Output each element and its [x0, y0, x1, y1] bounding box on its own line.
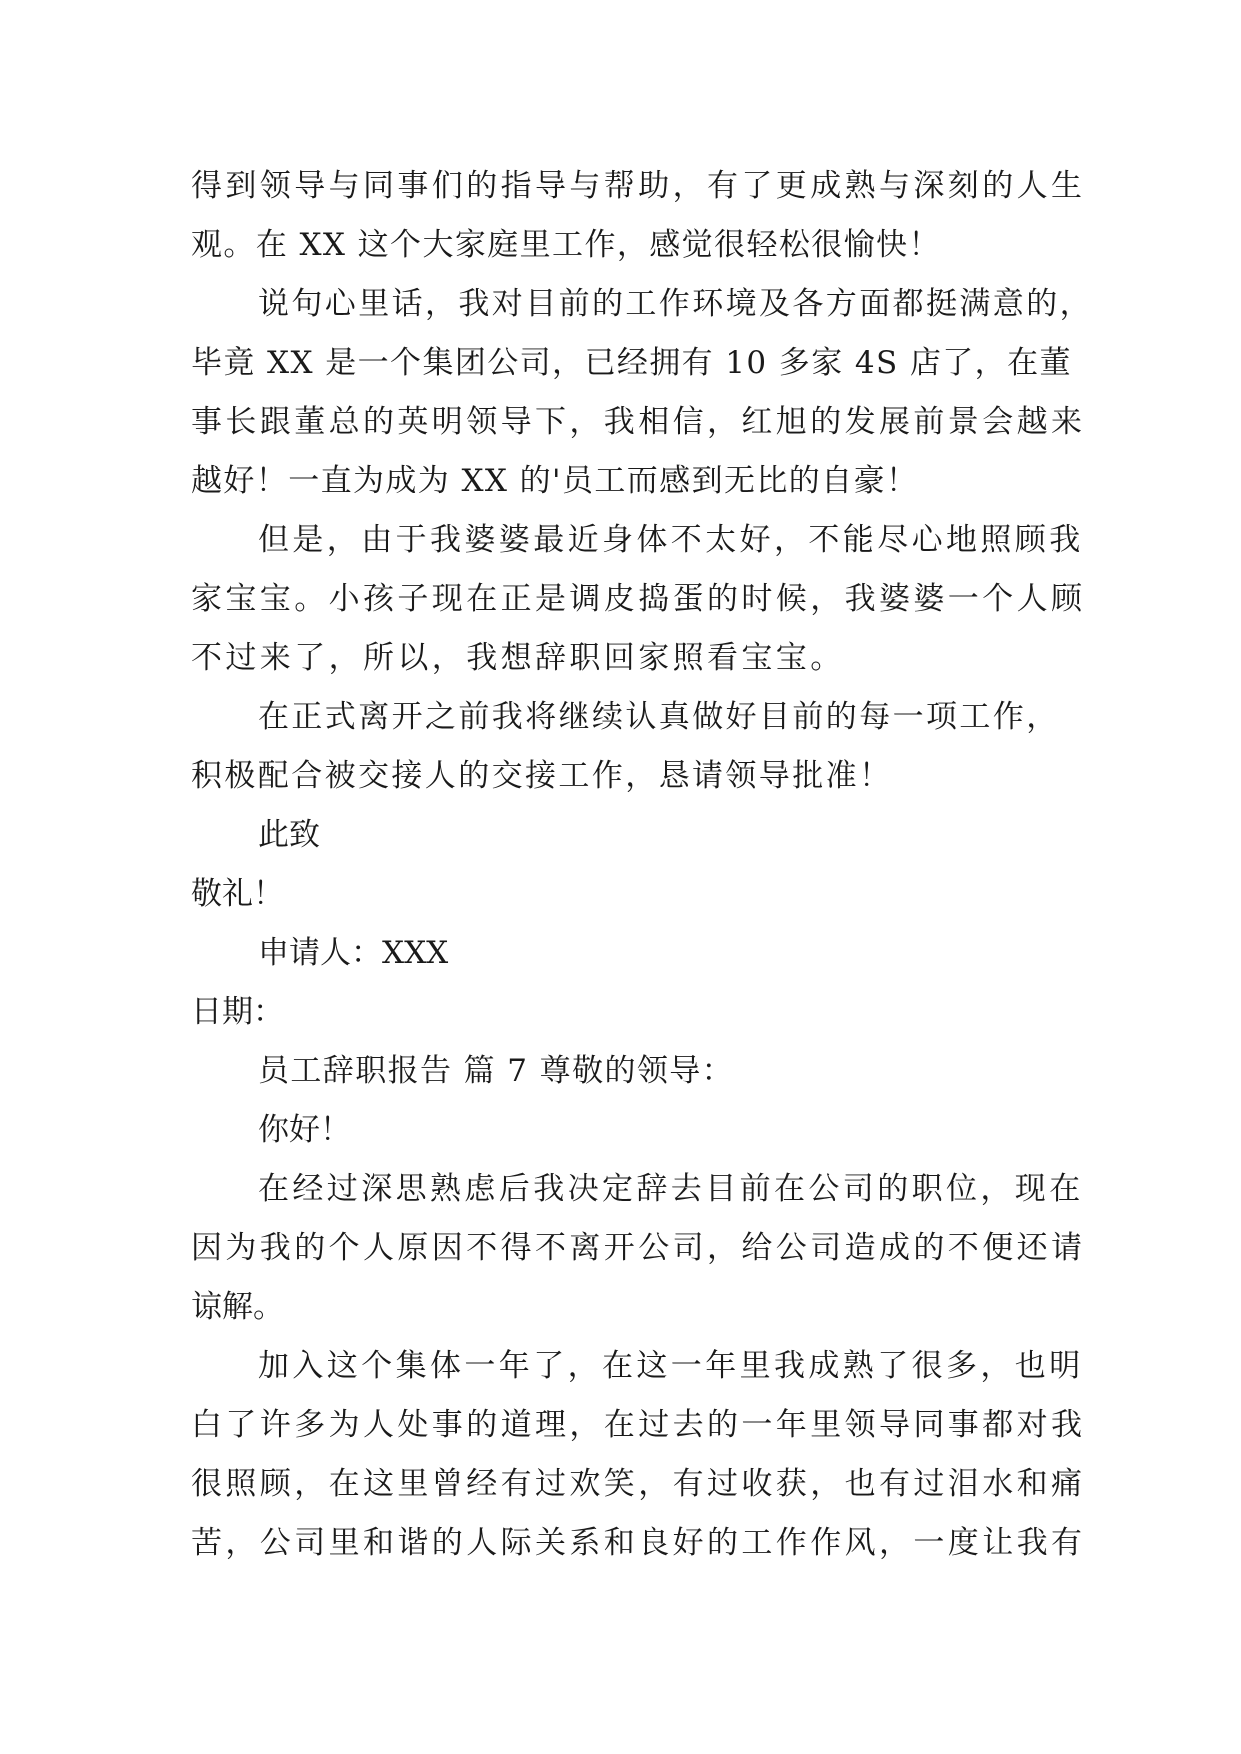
text-line: 但是，由于我婆婆最近身体不太好，不能尽心地照顾我 — [258, 522, 1084, 558]
text-line: 因为我的个人原因不得不离开公司，给公司造成的不便还请 — [191, 1230, 1086, 1266]
text-line: 加入这个集体一年了，在这一年里我成熟了很多，也明 — [258, 1348, 1084, 1384]
text-line: 此致 — [258, 817, 320, 853]
text-line: 白了许多为人处事的道理，在过去的一年里领导同事都对我 — [191, 1407, 1086, 1443]
text-line: 事长跟董总的英明领导下，我相信，红旭的发展前景会越来 — [191, 404, 1086, 440]
text-line: 苦，公司里和谐的人际关系和良好的工作作风，一度让我有 — [191, 1525, 1086, 1561]
text-line: 得到领导与同事们的指导与帮助，有了更成熟与深刻的人生 — [191, 168, 1086, 204]
text-line: 说句心里话，我对目前的工作环境及各方面都挺满意的， — [258, 286, 1093, 322]
text-line: 观。在 XX 这个大家庭里工作，感觉很轻松很愉快！ — [191, 227, 941, 263]
text-line: 申请人：XXX — [258, 935, 449, 971]
text-line: 越好！一直为成为 XX 的'员工而感到无比的自豪！ — [191, 463, 919, 499]
text-line: 员工辞职报告 篇 7 尊敬的领导： — [258, 1053, 735, 1089]
text-line: 日期： — [191, 994, 284, 1030]
text-line: 家宝宝。小孩子现在正是调皮捣蛋的时候，我婆婆一个人顾 — [191, 581, 1086, 617]
text-line: 积极配合被交接人的交接工作，恳请领导批准！ — [191, 758, 893, 794]
text-line: 谅解。 — [191, 1289, 284, 1325]
text-line: 在正式离开之前我将继续认真做好目前的每一项工作， — [258, 699, 1060, 735]
text-line: 在经过深思熟虑后我决定辞去目前在公司的职位，现在 — [258, 1171, 1084, 1207]
text-line: 你好！ — [258, 1112, 351, 1148]
text-line: 毕竟 XX 是一个集团公司，已经拥有 10 多家 4S 店了，在董 — [191, 345, 1072, 381]
text-line: 敬礼！ — [191, 876, 284, 912]
text-line: 很照顾，在这里曾经有过欢笑，有过收获，也有过泪水和痛 — [191, 1466, 1086, 1502]
text-line: 不过来了，所以，我想辞职回家照看宝宝。 — [191, 640, 845, 676]
